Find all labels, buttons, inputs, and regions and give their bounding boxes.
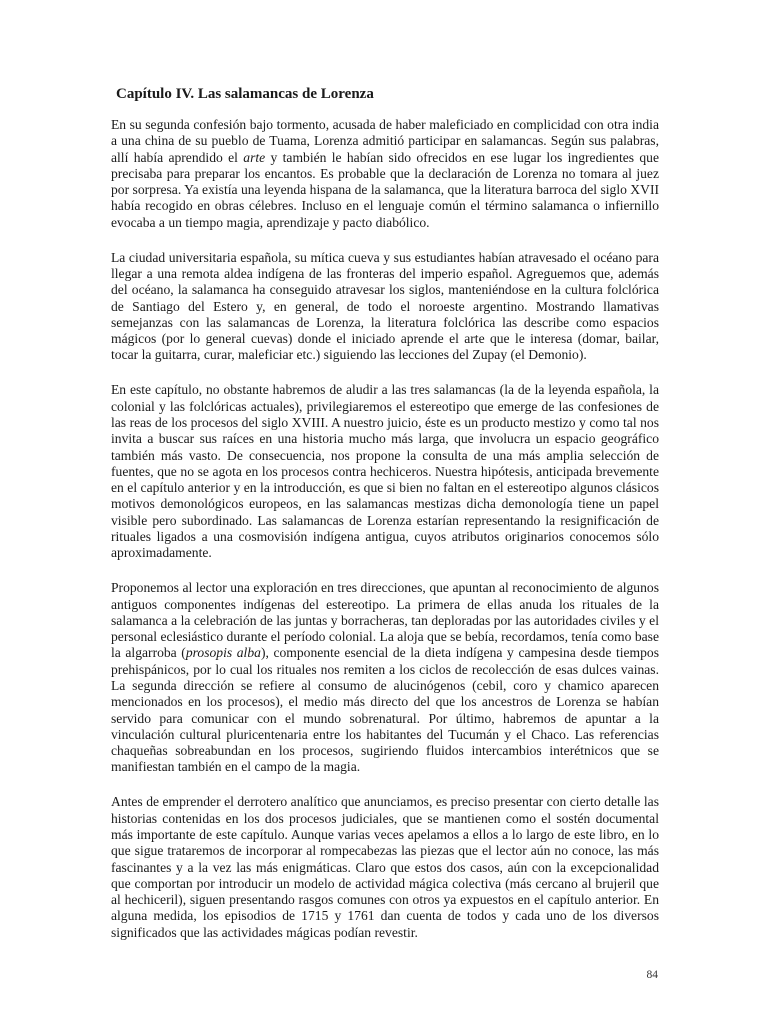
paragraph — [111, 794, 659, 941]
text-run: En su segunda confesión bajo tormento, acusada de haber maleficiado en complicidad con otra india a una china de su pueblo de Tuama, Lorenza admitió participar en salamancas. Según sus palabras, allí había aprendido el — [111, 117, 659, 165]
body-text — [111, 117, 659, 960]
italic-text: arte — [243, 149, 266, 165]
italic-text: prosopis alba — [185, 645, 261, 661]
text-run: Proponemos al lector una exploración en tres direcciones, que apuntan al reconocimiento de algunos antiguos componentes indígenas del estereotipo. La primera de ellas anuda los rituales de la salamanca a la celebración de las juntas y borracheras, tan deploradas por las autoridades civiles y el personal eclesiástico durante el período colonial. La aloja que se bebía, recordamos, tenía como base la algarroba ( — [111, 580, 659, 661]
text-run: La ciudad universitaria española, su mítica cueva y sus estudiantes habían atravesado el océano para llegar a una remota aldea indígena de las fronteras del imperio español. Agreguemos que, además del océano, la salamanca ha conseguido atravesar los siglos, manteniéndose en la cultura folclórica de Santiago del Estero y, en general, de todo el noroeste argentino. Mostrando llamativas semejanzas con las salamancas de Lorenza, la literatura folclórica las describe como espacios mágicos (por lo general cuevas) donde el iniciado aprende el arte que le interesa (domar, bailar, tocar la guitarra, curar, maleficiar etc.) siguiendo las lecciones del Zupay (el Demonio). — [111, 249, 659, 363]
paragraph — [111, 117, 659, 231]
page-number: 84 — [646, 969, 658, 981]
paragraph — [111, 580, 659, 776]
text-run: y también le habían sido ofrecidos en ese lugar los ingredientes que precisaba para preparar los encantos. Es probable que la declaración de Lorenza no tomara al juez por sorpresa. Ya existía una leyenda hispana de la salamanca, que la literatura barroca del siglo XVII había recogido en obras célebres. Incluso en el lenguaje común el término salamanca o infiernillo evocaba a un tiempo magia, aprendizaje y pacto diabólico. — [111, 149, 660, 230]
chapter-title: Capítulo IV. Las salamancas de Lorenza — [116, 86, 374, 102]
text-run: Antes de emprender el derrotero analítico que anunciamos, es preciso presentar con cierto detalle las historias contenidas en los dos procesos judiciales, que se mantienen como el sostén documental más importante de este capítulo. Aunque varias veces apelamos a ellos a lo largo de este libro, en lo que sigue trataremos de incorporar al rompecabezas las piezas que el lector aún no conoce, las más fascinantes y a la vez las más enigmáticas. Claro que estos dos casos, aún con la excepcionalidad que comportan por introducir un modelo de actividad mágica colectiva (más cercano al brujeril que al hechiceril), siguen presentando rasgos comunes con otros ya expuestos en el capítulo anterior. En alguna medida, los episodios de 1715 y 1761 dan cuenta de todos y cada uno de los diversos significados que las actividades mágicas podían revestir. — [111, 794, 659, 940]
paragraph — [111, 250, 659, 364]
text-run: En este capítulo, no obstante habremos de aludir a las tres salamancas (la de la leyenda española, la colonial y las folclóricas actuales), privilegiaremos el estereotipo que emerge de las confesiones de las reas de los procesos del siglo XVIII. A nuestro juicio, éste es un producto mestizo y como tal nos invita a buscar sus raíces en una historia mucho más larga, que involucra un espacio geográfico también más vasto. De consecuencia, nos propone la consulta de una más amplia selección de fuentes, que no se agota en los procesos contra hechiceros. Nuestra hipótesis, anticipada brevemente en el capítulo anterior y en la introducción, es que si bien no faltan en el estereotipo algunos clásicos motivos demonológicos europeos, en las salamancas mestizas dicha demonología tiene un papel visible pero subordinado. Las salamancas de Lorenza estarían representando la resignificación de rituales ligados a una cosmovisión indígena antigua, cuyos atributos originarios conocemos sólo aproximadamente. — [111, 382, 659, 561]
paragraph — [111, 382, 659, 561]
text-run: ), componente esencial de la dieta indígena y campesina desde tiempos prehispánicos, por lo cual los rituales nos remiten a los ciclos de recolección de esas dulces vainas. La segunda dirección se refiere al consumo de alucinógenos (cebil, coro y chamico aparecen mencionados en los procesos), el medio más directo del que los ancestros de Lorenza se habían servido para comunicar con el mundo sobrenatural. Por último, habremos de apuntar a la vinculación cultural pluricentenaria entre los habitantes del Tucumán y el Chaco. Las referencias chaqueñas sobreabundan en los procesos, sugiriendo fluidos intercambios interétnicos que se manifiestan también en el campo de la magia. — [111, 645, 659, 775]
